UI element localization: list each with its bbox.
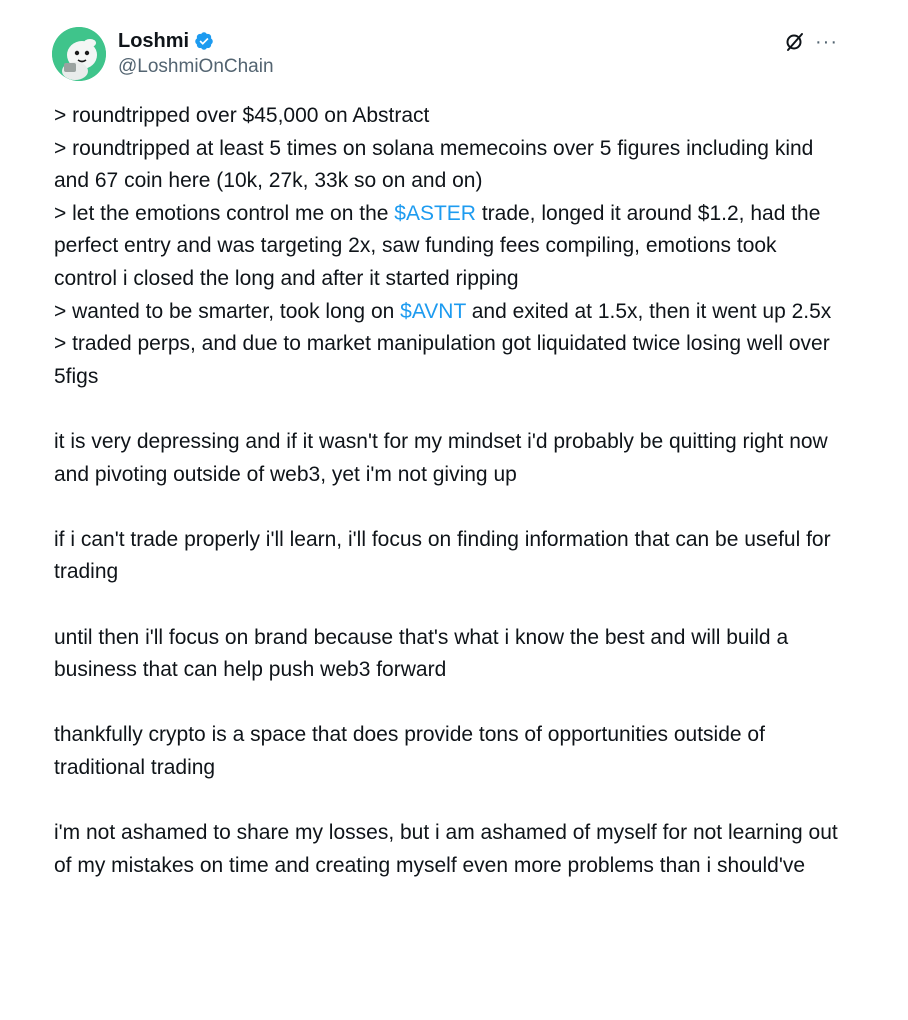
- tweet-line: [54, 198, 844, 296]
- user-handle[interactable]: @LoshmiOnChain: [118, 56, 274, 77]
- tweet-line: [54, 296, 844, 329]
- cashtag-avnt-link[interactable]: $AVNT: [400, 299, 466, 323]
- verified-badge-icon: [194, 31, 214, 51]
- grok-icon[interactable]: [783, 30, 807, 54]
- tweet-header: [52, 24, 838, 84]
- tweet-paragraph: it is very depressing and if it wasn't for my mindset i'd probably be quitting right now and pivoting outside of web3, yet i'm not giving up: [54, 429, 828, 486]
- tweet-paragraph: if i can't trade properly i'll learn, i'll focus on finding information that can be useful for trading: [54, 527, 831, 584]
- paragraph-gap: [54, 784, 844, 817]
- tweet-line: > roundtripped at least 5 times on solana memecoins over 5 figures including kind and 67 coin here (10k, 27k, 33k so on and on): [54, 136, 814, 193]
- tweet-text-fragment: > wanted to be smarter, took long on: [54, 299, 401, 323]
- paragraph-gap: [54, 491, 844, 524]
- tweet-paragraph: thankfully crypto is a space that does provide tons of opportunities outside of traditional trading: [54, 723, 765, 779]
- paragraph-gap: [54, 687, 844, 720]
- tweet-line: > roundtripped over $45,000 on Abstract: [54, 104, 430, 127]
- tweet-paragraph: i'm not ashamed to share my losses, but i am ashamed of myself for not learning out of my mistakes on time and creating myself even more problems than i should've: [54, 821, 838, 877]
- tweet-text-fragment: > let the emotions control me on the: [54, 201, 395, 225]
- more-options-icon[interactable]: ···: [815, 31, 838, 53]
- avatar[interactable]: [52, 27, 106, 81]
- tweet-text-fragment: and exited at 1.5x, then it went up 2.5x: [465, 299, 832, 323]
- tweet-actions: [783, 30, 838, 54]
- tweet-text: [54, 100, 844, 882]
- tweet-line: > traded perps, and due to market manipulation got liquidated twice losing well over 5figs: [54, 332, 830, 388]
- paragraph-gap: [54, 589, 844, 622]
- tweet-text-fragment: trade, longed it around $1.2, had the perfect entry and was targeting 2x, saw funding fees compiling, emotions took control i closed the long and after it started ripping: [54, 201, 821, 290]
- avatar-image: [52, 27, 106, 81]
- display-name[interactable]: Loshmi: [118, 29, 190, 52]
- author-info: [118, 28, 274, 78]
- tweet-paragraph: until then i'll focus on brand because that's what i know the best and will build a business that can help push web3 forward: [54, 625, 789, 682]
- paragraph-gap: [54, 393, 844, 426]
- cashtag-aster-link[interactable]: $ASTER: [394, 201, 476, 225]
